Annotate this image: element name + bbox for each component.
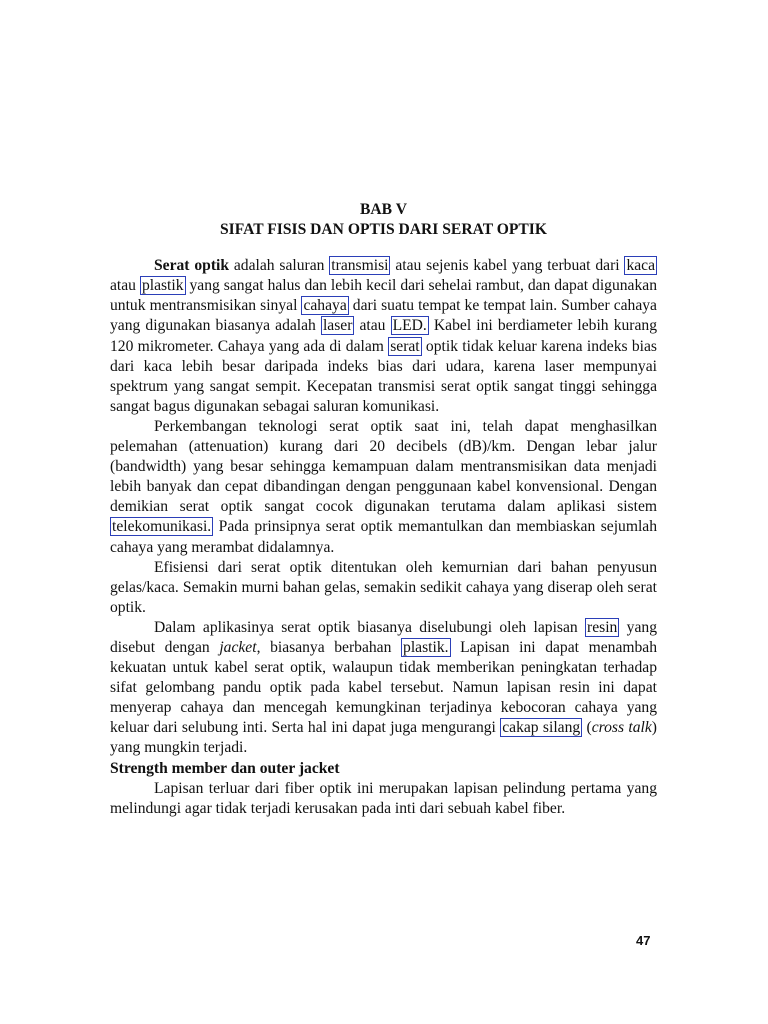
text-run: Lapisan ini dapat menambah kekuatan untuk kabel serat optik, walaupun tidak memberikan peningkatan terhadap sifat gelombang pandu optik pada kabel tersebut. Namun lapisan resin ini dapat menyerap cahaya dan mencegah kemungkinan terjadinya kebocoran cahaya yang keluar dari selubung inti. Serta hal ini dapat juga mengurangi [110, 638, 658, 737]
chapter-title: SIFAT FISIS DAN OPTIS DARI SERAT OPTIK [220, 221, 547, 239]
section-paragraph: Lapisan terluar dari fiber optik ini merupakan lapisan pelindung pertama yang melindungi agar tidak terjadi kerusakan pada inti dari sebuah kabel fiber. [110, 779, 657, 817]
chapter-label: BAB V [360, 201, 407, 218]
text-run: Dalam aplikasinya serat optik biasanya diselubungi oleh lapisan [154, 618, 586, 636]
text-run: atau [354, 317, 391, 335]
text-run: ) yang mungkin terjadi. [110, 719, 657, 757]
text-run: Perkembangan teknologi serat optik saat ini, telah dapat menghasilkan pelemahan (attenuation) kurang dari 20 decibels (dB)/km. Dengan lebar jalur (bandwidth) yang besar sehingga kemampuan dalam mentransmisikan data menjadi lebih banyak dan cepat dibandingan dengan penggunaan kabel konvensional. Dengan demikian serat optik sangat cocok digunakan terutama dalam aplikasi sistem [110, 417, 657, 516]
body-paragraph [110, 256, 657, 417]
body-paragraphs [110, 256, 657, 758]
boxed-keyword: transmisi [331, 257, 389, 275]
text-run: optik tidak keluar karena indeks bias dari kaca lebih besar daripada indeks bias dari udara, karena laser mempunyai spektrum yang sangat sempit. Kecepatan transmisi serat optik sangat tinggi sehingga sangat bagus digunakan sebagai saluran komunikasi. [110, 337, 657, 415]
boxed-keyword: plastik. [403, 638, 449, 656]
boxed-keyword: cahaya [303, 297, 347, 315]
boxed-keyword: cakap silang [502, 719, 581, 737]
text-run: adalah saluran [229, 257, 330, 275]
text-run: atau sejenis kabel yang terbuat dari [390, 257, 625, 275]
text-block [110, 200, 657, 819]
page-number: 47 [636, 933, 651, 948]
text-run: Kabel ini berdiameter lebih kurang 120 mikrometer. Cahaya yang ada di dalam [110, 317, 657, 355]
body-paragraph [110, 618, 657, 759]
boxed-keyword: serat [390, 337, 420, 355]
body-paragraph [110, 558, 657, 618]
text-run: , biasanya berbahan [256, 638, 402, 656]
text-run: dari suatu tempat ke tempat lain. Sumber cahaya yang digunakan biasanya adalah [110, 297, 657, 335]
boxed-keyword: resin [587, 618, 618, 636]
text-run: ( [582, 719, 592, 737]
italic-term: jacket [219, 638, 257, 656]
text-run: yang disebut dengan [110, 618, 657, 656]
boxed-keyword: plastik [141, 277, 184, 295]
section-heading: Strength member dan outer jacket [110, 759, 340, 777]
boxed-keyword: telekomunikasi. [112, 518, 212, 536]
boxed-keyword: kaca [626, 257, 655, 275]
bold-term: Serat optik [154, 257, 230, 275]
italic-term: cross talk [591, 719, 652, 737]
body-paragraph [110, 417, 657, 558]
text-run: Efisiensi dari serat optik ditentukan oleh kemurnian dari bahan penyusun gelas/kaca. Semakin murni bahan gelas, semakin sedikit cahaya yang diserap oleh serat optik. [110, 558, 657, 616]
boxed-keyword: LED. [392, 317, 427, 335]
text-run: atau [110, 277, 140, 295]
boxed-keyword: laser [322, 317, 353, 335]
text-run: Pada prinsipnya serat optik memantulkan dan membiaskan sejumlah cahaya yang merambat didalamnya. [110, 518, 657, 556]
text-run: yang sangat halus dan lebih kecil dari sehelai rambut, dan dapat digunakan untuk mentransmisikan sinyal [110, 277, 657, 315]
